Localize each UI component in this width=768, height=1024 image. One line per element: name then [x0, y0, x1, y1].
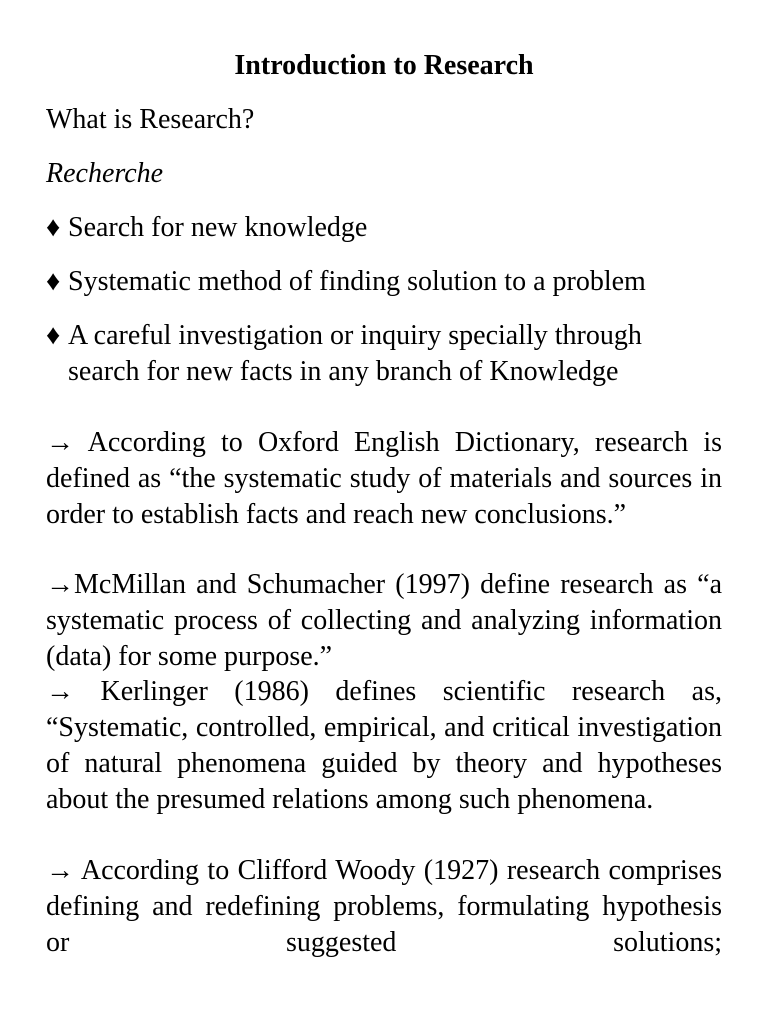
diamond-bullet-icon: ♦ [46, 266, 61, 297]
diamond-bullet-icon: ♦ [46, 320, 61, 351]
page-title: Introduction to Research [234, 50, 534, 81]
bullet-item [46, 264, 706, 300]
definition-kerlinger: → Kerlinger (1986) defines scientific research as, “Systematic, controlled, empirical, and critical investigation of natural phenomena guided by theory and hypotheses about the presumed relations among such phenomena. [46, 676, 722, 815]
definition-mcmillan: →McMillan and Schumacher (1997) define research as “a systematic process of collecting and analyzing information (data) for some purpose.” [46, 569, 722, 672]
question-heading: What is Research? [46, 104, 255, 135]
bullet-text: Search for new knowledge [68, 212, 368, 243]
diamond-bullet-icon: ♦ [46, 212, 61, 243]
definition-woody: → According to Clifford Woody (1927) research comprises defining and redefining problems, formulating hypothesis or suggested solutions; [46, 855, 722, 958]
bullet-text: Systematic method of finding solution to a problem [68, 266, 646, 297]
bullet-text: A careful investigation or inquiry specially through search for new facts in any branch of Knowledge [68, 320, 642, 387]
bullet-item [46, 318, 706, 390]
term-recherche: Recherche [46, 158, 164, 189]
bullet-item [46, 210, 706, 246]
definition-oxford: → According to Oxford English Dictionary, research is defined as “the systematic study of materials and sources in order to establish facts and reach new conclusions.” [46, 427, 722, 530]
